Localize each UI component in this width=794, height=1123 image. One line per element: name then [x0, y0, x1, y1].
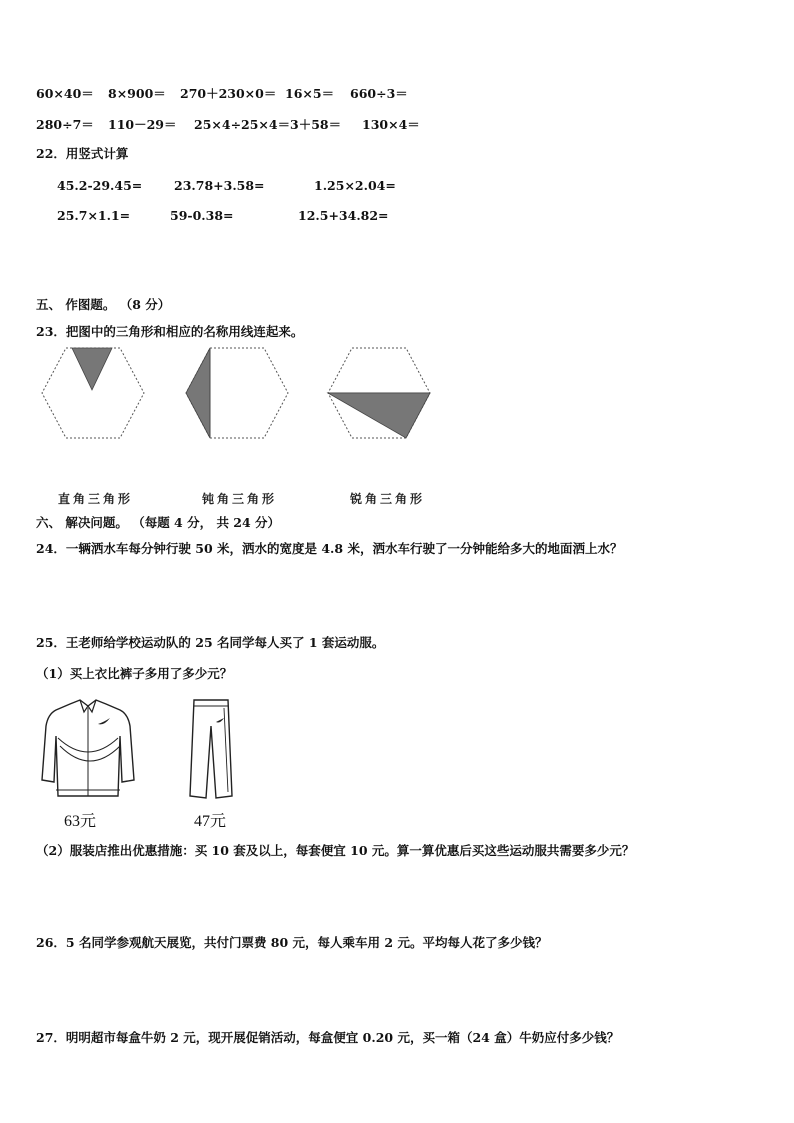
- shaded-triangle: [72, 348, 112, 390]
- question-24-text: 24．一辆洒水车每分钟行驶 50 米，洒水的宽度是 4.8 米，洒水车行驶了一分钟能给多大的地面洒上水？: [36, 541, 623, 556]
- calc-item: 270＋230×0＝: [180, 86, 277, 101]
- calc-item: 59-0.38=: [170, 208, 234, 223]
- question-25-part-2: （2）服装店推出优惠措施：买 10 套及以上，每套便宜 10 元。算一算优惠后买这些运动服共需要多少元？: [36, 843, 635, 858]
- calc-item: 60×40＝: [36, 86, 94, 101]
- hexagon-figure-2: [184, 346, 290, 440]
- shaded-triangle: [186, 348, 210, 438]
- label-acute-triangle: 锐角三角形: [350, 492, 426, 506]
- jacket-icon: [40, 696, 136, 802]
- section-6-heading: 六、 解决问题。 （每题 4 分， 共 24 分）: [36, 515, 281, 530]
- label-right-triangle: 直角三角形: [58, 492, 134, 506]
- calc-item: 23.78+3.58=: [174, 178, 265, 193]
- calc-item: 25.7×1.1=: [57, 208, 131, 223]
- calc-item: 280÷7＝: [36, 117, 94, 132]
- calc-item: 130×4＝: [362, 117, 420, 132]
- calc-item: 45.2-29.45=: [57, 178, 143, 193]
- hexagon-figure-3: [326, 346, 432, 440]
- calc-item: 16×5＝: [285, 86, 335, 101]
- calc-item: 8×900＝: [108, 86, 166, 101]
- question-23-text: 23．把图中的三角形和相应的名称用线连起来。: [36, 324, 304, 339]
- question-25-text: 25．王老师给学校运动队的 25 名同学每人买了 1 套运动服。: [36, 635, 385, 650]
- calc-item: 12.5+34.82=: [298, 208, 389, 223]
- question-22-title: 22．用竖式计算: [36, 146, 129, 161]
- calc-item: 3＋58＝: [290, 117, 342, 132]
- label-obtuse-triangle: 钝角三角形: [202, 492, 278, 506]
- calc-item: 25×4÷25×4＝: [194, 117, 291, 132]
- section-5-heading: 五、 作图题。 （8 分）: [36, 297, 171, 312]
- shaded-triangle: [328, 393, 430, 438]
- question-25-part-1: （1）买上衣比裤子多用了多少元？: [36, 666, 233, 681]
- hexagon-figure-1: [40, 346, 146, 440]
- calc-item: 110－29＝: [108, 117, 177, 132]
- question-26-text: 26．5 名同学参观航天展览，共付门票费 80 元，每人乘车用 2 元。平均每人花了多少钱？: [36, 935, 548, 950]
- pants-icon: [188, 696, 234, 802]
- calc-item: 1.25×2.04=: [314, 178, 396, 193]
- pants-price: 47元: [194, 813, 227, 830]
- calc-item: 660÷3＝: [350, 86, 408, 101]
- jacket-price: 63元: [64, 813, 97, 830]
- question-27-text: 27．明明超市每盒牛奶 2 元，现开展促销活动，每盒便宜 0.20 元，买一箱（24 盒）牛奶应付多少钱？: [36, 1030, 620, 1045]
